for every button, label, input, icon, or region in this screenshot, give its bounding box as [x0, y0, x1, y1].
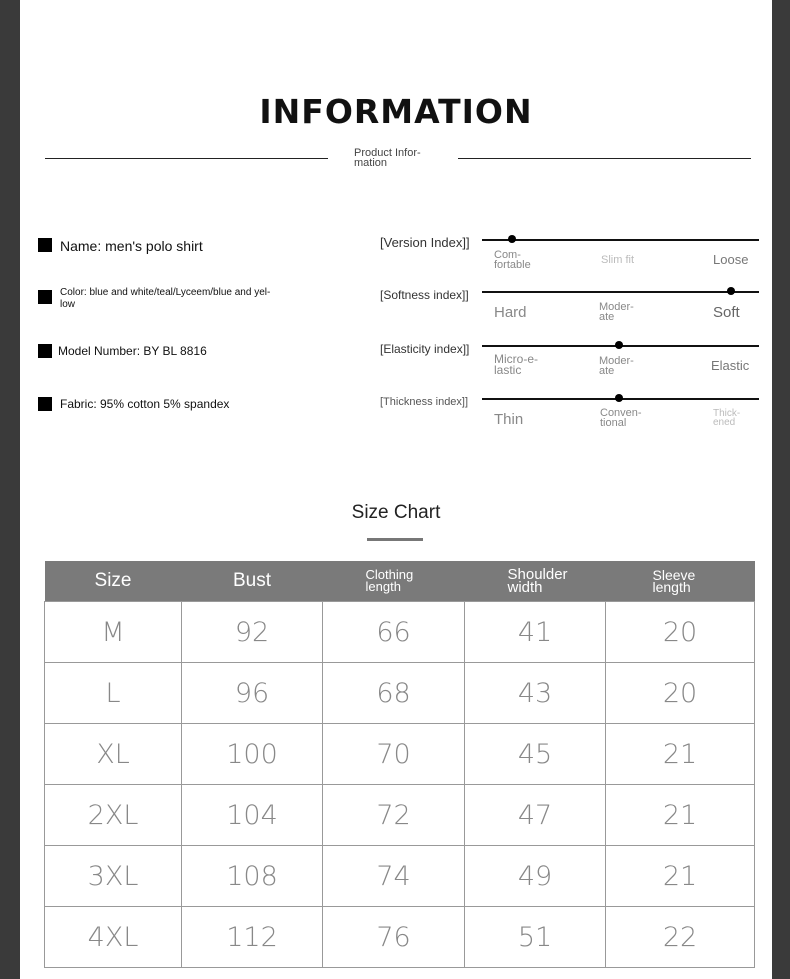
- bust-cell: 108: [182, 846, 323, 907]
- clothing-length-cell: 66: [323, 602, 465, 663]
- thickness-option-thin: Thin: [494, 411, 524, 428]
- column-header-bust: Bust: [182, 561, 323, 602]
- elasticity-index-marker: [615, 341, 623, 349]
- spec-item-fabric: [38, 397, 229, 411]
- bullet-square-icon: [38, 344, 52, 358]
- spec-item-name: [38, 238, 203, 254]
- sleeve-length-cell: 22: [606, 907, 755, 968]
- page-title: INFORMATION: [259, 92, 533, 131]
- clothing-length-cell: 70: [323, 724, 465, 785]
- column-header-clothing-length: Clothing length: [323, 561, 465, 602]
- spec-label: Fabric: 95% cotton 5% spandex: [60, 397, 230, 411]
- size-cell: M: [45, 602, 182, 663]
- thickness-index-label: [Thickness index]]: [380, 396, 469, 408]
- bullet-square-icon: [38, 397, 52, 411]
- clothing-length-cell: 74: [323, 846, 465, 907]
- product-info-page: [20, 0, 772, 979]
- title-rule-right: [458, 158, 751, 159]
- bust-cell: 96: [182, 663, 323, 724]
- table-row: [45, 907, 755, 968]
- title-rule-left: [45, 158, 328, 159]
- bullet-square-icon: [38, 238, 52, 252]
- size-cell: L: [45, 663, 182, 724]
- clothing-length-cell: 68: [323, 663, 465, 724]
- softness-option-soft: Soft: [713, 304, 740, 321]
- spec-label: Name: men's polo shirt: [60, 238, 203, 254]
- size-chart-table: [44, 561, 755, 968]
- column-header-size: Size: [45, 561, 182, 602]
- spec-item-model: [38, 344, 207, 358]
- size-cell: XL: [45, 724, 182, 785]
- version-option-loose: Loose: [713, 252, 749, 267]
- column-header-shoulder-width: Shoulder width: [465, 561, 606, 602]
- version-index-label: [Version Index]]: [380, 235, 470, 250]
- version-index-line: [482, 239, 759, 241]
- thickness-option-conventional: Conven- tional: [600, 407, 642, 429]
- spec-item-color: [38, 287, 270, 311]
- size-cell: 4XL: [45, 907, 182, 968]
- sleeve-length-cell: 20: [606, 663, 755, 724]
- size-chart-title: Size Chart: [351, 502, 441, 523]
- softness-option-hard: Hard: [494, 304, 527, 321]
- sleeve-length-cell: 20: [606, 602, 755, 663]
- thickness-option-thickened: Thick- ened: [713, 408, 741, 428]
- shoulder-width-cell: 41: [465, 602, 606, 663]
- size-chart-underline: [367, 538, 423, 541]
- size-cell: 3XL: [45, 846, 182, 907]
- shoulder-width-cell: 49: [465, 846, 606, 907]
- page-subtitle: [354, 148, 454, 168]
- table-row: [45, 724, 755, 785]
- softness-index-marker: [727, 287, 735, 295]
- version-index-marker: [508, 235, 516, 243]
- shoulder-width-cell: 43: [465, 663, 606, 724]
- sleeve-length-cell: 21: [606, 846, 755, 907]
- subtitle-text: Product Infor- mation: [354, 147, 421, 169]
- sleeve-length-cell: 21: [606, 724, 755, 785]
- bust-cell: 100: [182, 724, 323, 785]
- size-chart-header-row: [45, 561, 755, 602]
- size-cell: 2XL: [45, 785, 182, 846]
- bust-cell: 92: [182, 602, 323, 663]
- spec-label: Color: blue and white/teal/Lyceem/blue and yel- low: [60, 287, 271, 310]
- version-option-comfortable: Com- fortable: [494, 249, 531, 271]
- shoulder-width-cell: 47: [465, 785, 606, 846]
- table-row: [45, 785, 755, 846]
- elasticity-option-elastic: Elastic: [711, 358, 750, 373]
- spec-label: Model Number: BY BL 8816: [58, 344, 207, 358]
- table-row: [45, 846, 755, 907]
- version-option-slim-fit: Slim fit: [601, 254, 634, 266]
- softness-option-moderate: Moder- ate: [599, 301, 634, 323]
- thickness-index-marker: [615, 394, 623, 402]
- elasticity-index-label: [Elasticity index]]: [380, 342, 470, 356]
- bust-cell: 104: [182, 785, 323, 846]
- column-header-sleeve-length: Sleeve length: [606, 561, 755, 602]
- table-row: [45, 663, 755, 724]
- softness-index-label: [Softness index]]: [380, 288, 469, 302]
- bullet-square-icon: [38, 290, 52, 304]
- bust-cell: 112: [182, 907, 323, 968]
- shoulder-width-cell: 45: [465, 724, 606, 785]
- clothing-length-cell: 72: [323, 785, 465, 846]
- clothing-length-cell: 76: [323, 907, 465, 968]
- table-row: [45, 602, 755, 663]
- shoulder-width-cell: 51: [465, 907, 606, 968]
- elasticity-option-moderate: Moder- ate: [599, 355, 634, 377]
- sleeve-length-cell: 21: [606, 785, 755, 846]
- softness-index-line: [482, 291, 759, 293]
- elasticity-option-micro-elastic: Micro-e- lastic: [494, 352, 538, 377]
